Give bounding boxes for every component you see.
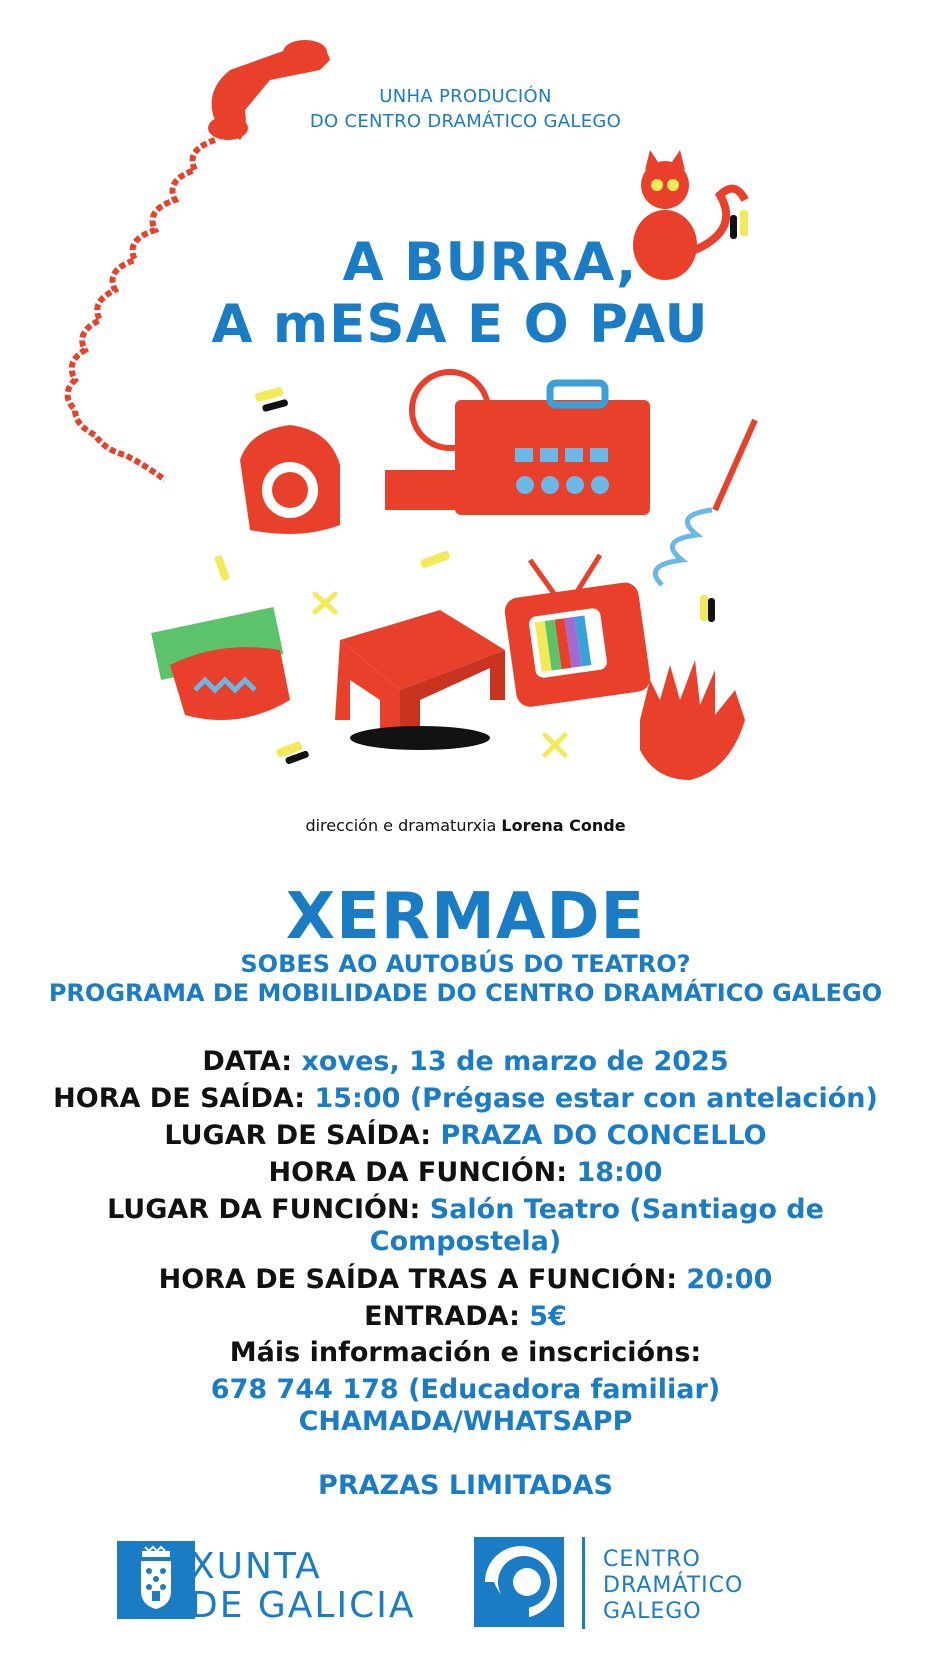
event-place-title: XERMADE: [285, 880, 646, 954]
date-row: [0, 1044, 931, 1080]
producer-line-2: DO CENTRO DRAMÁTICO GALEGO: [309, 111, 622, 132]
radio-machine-icon: [385, 372, 650, 515]
departure-row: [0, 1081, 931, 1117]
show-place-label: LUGAR DA FUNCIÓN:: [107, 1194, 421, 1225]
more-info-heading: Máis información e inscricións:: [229, 1337, 702, 1368]
play-title: [150, 232, 770, 356]
return-label: HORA DE SAÍDA TRAS A FUNCIÓN:: [158, 1264, 678, 1295]
departure-value: 15:00 (Prégase estar con antelación): [314, 1083, 878, 1114]
title-line-1: A BURRA,: [342, 232, 638, 293]
xunta-wordmark: [190, 1547, 416, 1625]
glove-icon: [640, 660, 745, 780]
director-credit: [0, 816, 931, 835]
director-name: Lorena Conde: [501, 816, 626, 835]
departure-place-value: PRAZA DO CONCELLO: [440, 1120, 767, 1151]
limited-places-notice: PRAZAS LIMITADAS: [318, 1470, 613, 1501]
ticket-label: ENTRADA:: [364, 1301, 520, 1332]
show-time-label: HORA DA FUNCIÓN:: [268, 1157, 568, 1188]
departure-place-row: [0, 1118, 931, 1154]
show-time-value: 18:00: [576, 1157, 663, 1188]
show-place-row: [0, 1192, 931, 1228]
table-icon: [335, 610, 505, 750]
show-time-row: [0, 1155, 931, 1191]
show-place-row-2: [0, 1224, 931, 1260]
cdg-line-1: CENTRO: [603, 1547, 701, 1572]
producer-line-1: UNHA PRODUCIÓN: [379, 86, 552, 107]
contact-mode: CHAMADA/WHATSAPP: [298, 1406, 633, 1437]
departure-label: HORA DE SAÍDA:: [53, 1083, 306, 1114]
cdg-logo-icon: [474, 1537, 564, 1627]
date-value: xoves, 13 de marzo de 2025: [301, 1046, 729, 1077]
xunta-shield-icon: [117, 1541, 195, 1619]
rotary-phone-icon: [240, 425, 340, 534]
cdg-wordmark: [603, 1547, 743, 1625]
show-place-value-1: Salón Teatro (Santiago de: [429, 1194, 824, 1225]
pen-icon: [655, 420, 755, 585]
cdg-line-3: GALEGO: [603, 1599, 702, 1624]
producer-credit: [0, 84, 931, 134]
title-line-2: A mESA E O PAU: [211, 294, 709, 355]
television-icon: [503, 555, 652, 709]
cdg-line-2: DRAMÁTICO: [603, 1573, 744, 1598]
event-subtitle-2: PROGRAMA DE MOBILIDADE DO CENTRO DRAMÁTICO GALEGO: [48, 979, 883, 1007]
wallet-money-icon: [151, 607, 290, 720]
date-label: DATA:: [202, 1046, 293, 1077]
return-row: [0, 1262, 931, 1298]
return-value: 20:00: [686, 1264, 773, 1295]
ticket-value: 5€: [529, 1301, 567, 1332]
show-place-value-2: Compostela): [369, 1226, 562, 1257]
director-prefix: dirección e dramaturxia: [305, 816, 497, 835]
departure-place-label: LUGAR DE SAÍDA:: [164, 1120, 432, 1151]
event-subtitle-1: SOBES AO AUTOBÚS DO TEATRO?: [240, 950, 691, 978]
xunta-line-1: XUNTA: [190, 1546, 322, 1587]
phone-number: 678 744 178 (Educadora familiar): [210, 1374, 721, 1405]
cdg-divider: [582, 1537, 585, 1629]
ticket-row: [0, 1299, 931, 1335]
xunta-line-2: DE GALICIA: [190, 1585, 416, 1626]
